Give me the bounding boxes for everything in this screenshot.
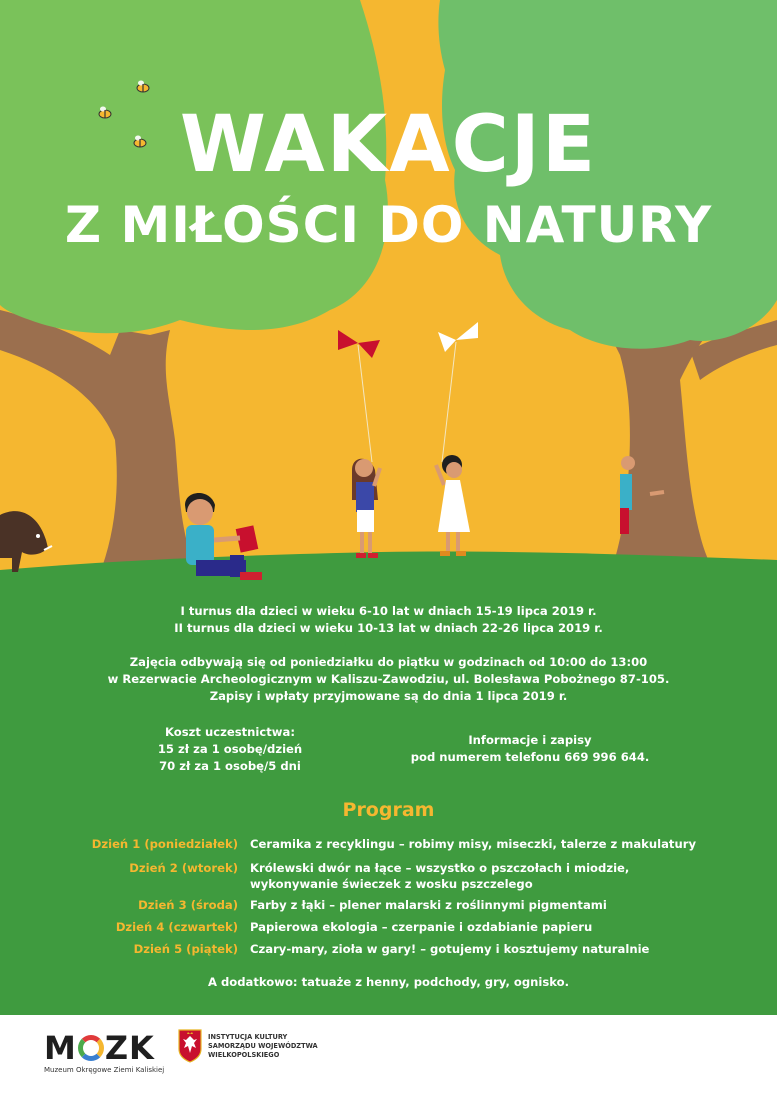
program-day-label: Dzień 4 (czwartek) xyxy=(115,920,238,934)
mozk-logo-left: M xyxy=(44,1029,77,1067)
program-day-desc: Ceramika z recyklingu – robimy misy, miseczki, talerze z makulatury xyxy=(250,837,697,851)
program-day-desc: Czary-mary, zioła w gary! – gotujemy i kosztujemy naturalnie xyxy=(250,942,650,956)
cost-line: 15 zł za 1 osobę/dzień xyxy=(157,742,303,756)
contact-info xyxy=(390,732,670,766)
contact-phone-line: pod numerem telefonu 669 996 644. xyxy=(410,750,650,764)
program-day-desc: Farby z łąki – plener malarski z roślinnymi pigmentami xyxy=(250,898,607,912)
schedule-info xyxy=(0,654,777,705)
mozk-logo xyxy=(44,1029,155,1067)
schedule-line: Zapisy i wpłaty przyjmowane są do dnia 1 lipca 2019 r. xyxy=(209,689,568,703)
title-line-1: WAKACJE xyxy=(179,100,598,190)
program-day-desc: Papierowa ekologia – czerpanie i ozdabianie papieru xyxy=(250,920,593,934)
mozk-logo-right: ZK xyxy=(104,1029,155,1067)
institution-label xyxy=(208,1033,348,1060)
turnus-info xyxy=(0,603,777,637)
cost-line: 70 zł za 1 osobę/5 dni xyxy=(159,759,301,773)
cost-info xyxy=(130,724,330,775)
footer xyxy=(0,1015,777,1100)
program-extra: A dodatkowo: tatuaże z henny, podchody, gry, ognisko. xyxy=(207,975,570,989)
institution-line: SAMORZĄDU WOJEWÓDZTWA xyxy=(208,1042,318,1050)
schedule-line: Zajęcia odbywają się od poniedziałku do piątku w godzinach od 10:00 do 13:00 xyxy=(129,655,648,669)
mozk-logo-subtitle: Muzeum Okręgowe Ziemi Kaliskiej xyxy=(44,1066,165,1074)
wielkopolska-crest-icon xyxy=(178,1029,202,1063)
turnus-line: I turnus dla dzieci w wieku 6-10 lat w dniach 15-19 lipca 2019 r. xyxy=(180,604,597,618)
mozk-logo-ring-icon xyxy=(78,1035,104,1061)
program-day-label: Dzień 2 (wtorek) xyxy=(129,861,238,875)
program-day-desc: Królewski dwór na łące – wszystko o pszczołach i miodzie, xyxy=(250,861,630,875)
turnus-line: II turnus dla dzieci w wieku 10-13 lat w dniach 22-26 lipca 2019 r. xyxy=(174,621,603,635)
institution-line: INSTYTUCJA KULTURY xyxy=(208,1033,288,1041)
program-day-desc: wykonywanie świeczek z wosku pszczelego xyxy=(250,877,533,891)
program-day-label: Dzień 3 (środa) xyxy=(138,898,238,912)
program-day-label: Dzień 1 (poniedziałek) xyxy=(91,837,238,851)
program-heading: Program xyxy=(342,799,435,821)
contact-line: Informacje i zapisy xyxy=(468,733,592,747)
cost-heading: Koszt uczestnictwa: xyxy=(165,725,295,739)
institution-line: WIELKOPOLSKIEGO xyxy=(208,1051,280,1059)
schedule-line: w Rezerwacie Archeologicznym w Kaliszu-Zawodziu, ul. Bolesława Pobożnego 87-105. xyxy=(107,672,670,686)
program-day-label: Dzień 5 (piątek) xyxy=(133,942,238,956)
title-line-2: Z MIŁOŚCI DO NATURY xyxy=(64,196,713,254)
